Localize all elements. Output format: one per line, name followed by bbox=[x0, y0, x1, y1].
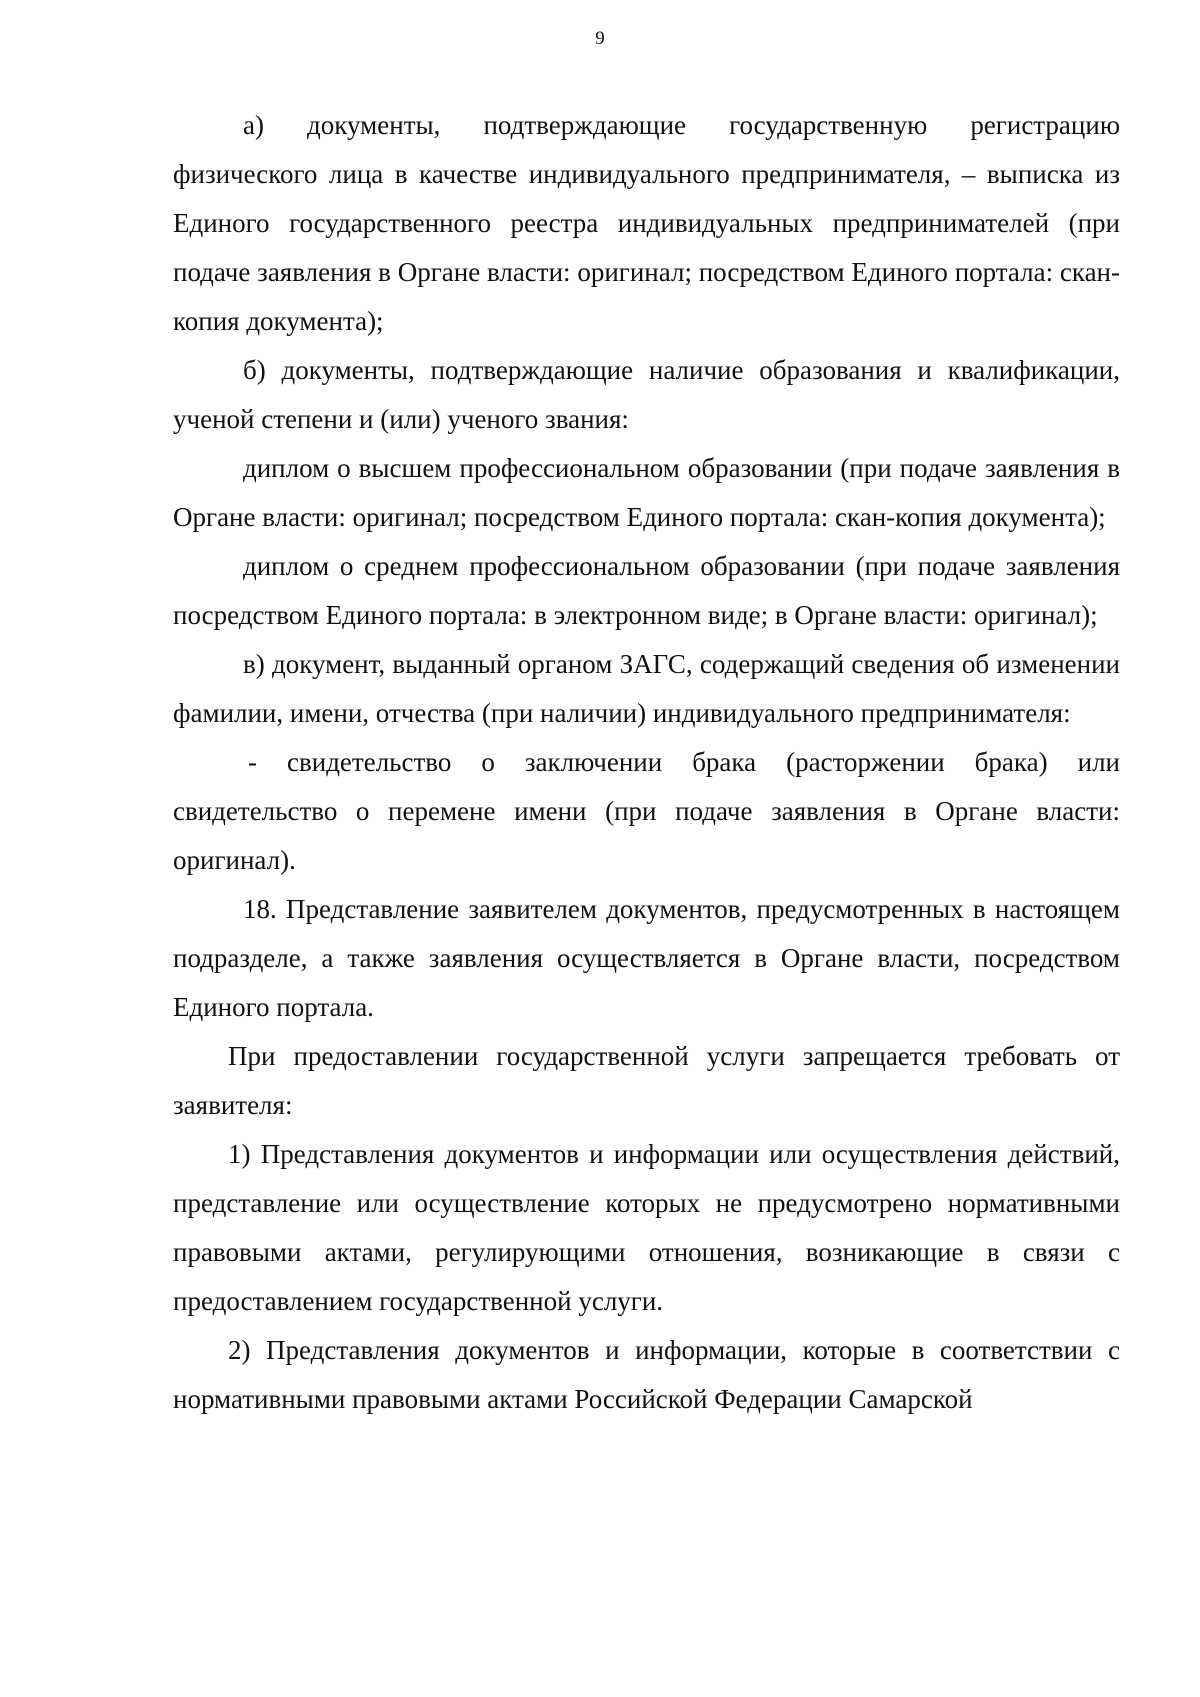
page-number: 9 bbox=[595, 28, 605, 49]
paragraph-secondary-education-diploma: диплом о среднем профессиональном образовании (при подаче заявления посредством Единого портала: в электронном виде; в Органе власти: оригинал); bbox=[173, 551, 1120, 630]
paragraph-b-education: б) документы, подтверждающие наличие образования и квалификации, ученой степени и (или) ученого звания: bbox=[173, 355, 1120, 434]
document-body bbox=[173, 101, 1120, 1424]
paragraph-prohibition-2: 2) Представления документов и информации, которые в соответствии с нормативными правовыми актами Российской Федерации Самарской bbox=[173, 1335, 1120, 1414]
paragraph-a-ip-registration: а) документы, подтверждающие государственную регистрацию физического лица в качестве индивидуального предпринимателя, – выписка из Единого государственного реестра индивидуальных предпринимателей (при подаче заявления в Органе власти: оригинал; посредством Единого портала: скан-копия документа); bbox=[173, 110, 1120, 336]
paragraph-prohibition-intro: При предоставлении государственной услуги запрещается требовать от заявителя: bbox=[173, 1041, 1120, 1120]
paragraph-higher-education-diploma: диплом о высшем профессиональном образовании (при подаче заявления в Органе власти: оригинал; посредством Единого портала: скан-копия документа); bbox=[173, 453, 1120, 532]
paragraph-prohibition-1: 1) Представления документов и информации или осуществления действий, представление или осуществление которых не предусмотрено нормативными правовыми актами, регулирующими отношения, возникающие в связи с предоставлением государственной услуги. bbox=[173, 1139, 1120, 1316]
paragraph-18-submission: 18. Представление заявителем документов, предусмотренных в настоящем подразделе, а также заявления осуществляется в Органе власти, посредством Единого портала. bbox=[173, 894, 1120, 1022]
paragraph-v-zags-document: в) документ, выданный органом ЗАГС, содержащий сведения об изменении фамилии, имени, отчества (при наличии) индивидуального предпринимателя: bbox=[173, 649, 1120, 728]
paragraph-marriage-certificate: - свидетельство о заключении брака (расторжении брака) или свидетельство о перемене имени (при подаче заявления в Органе власти: оригинал). bbox=[173, 747, 1120, 875]
